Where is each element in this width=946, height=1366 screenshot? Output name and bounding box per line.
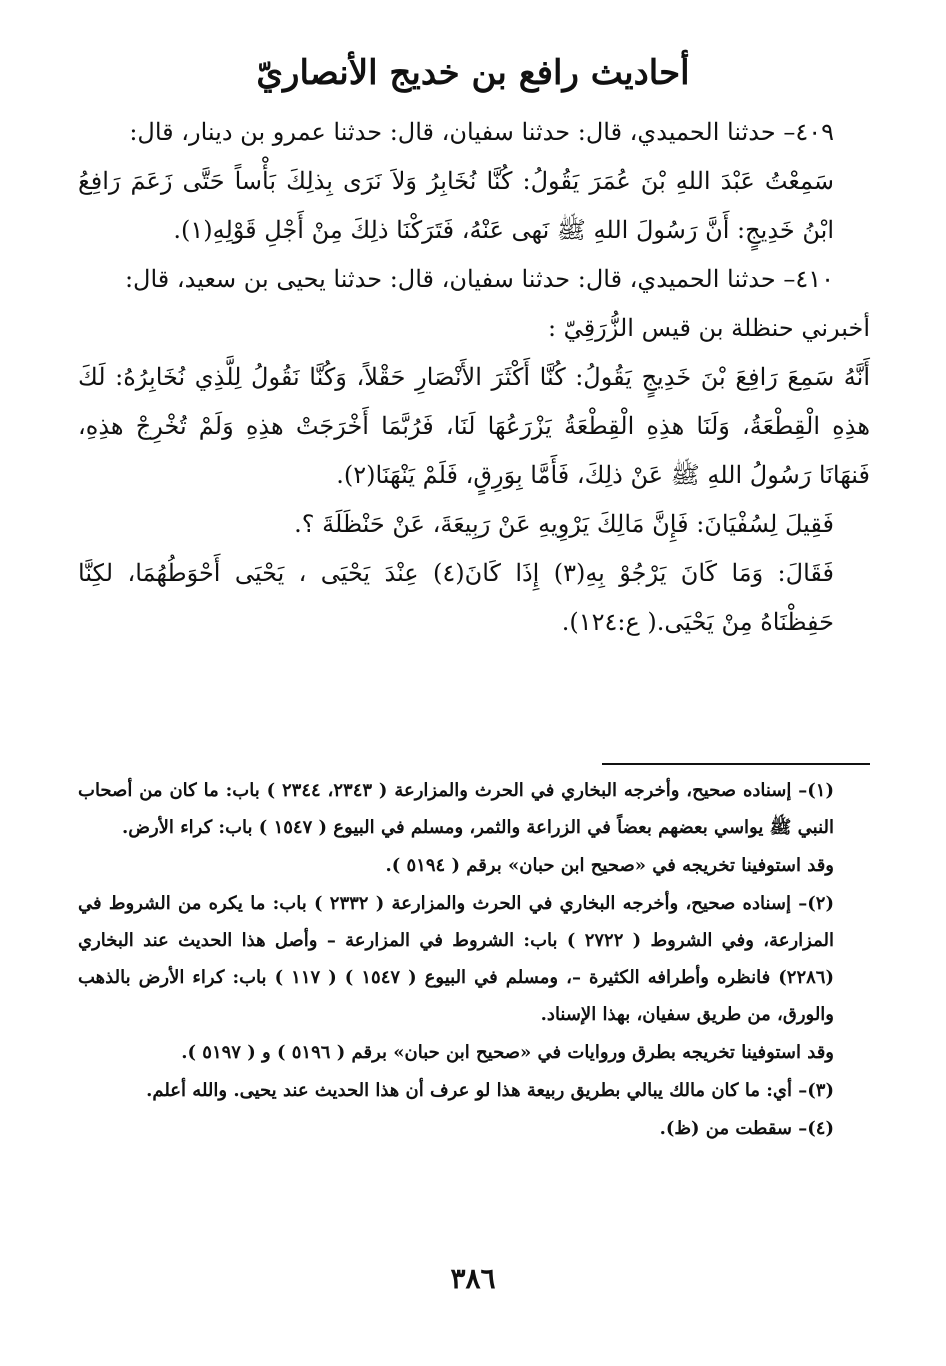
footnote-2-note: وقد استوفينا تخريجه بطرق وروايات في «صحيح ابن حبان» برقم ( ٥١٩٦ ) و ( ٥١٩٧ ).: [181, 1042, 834, 1063]
hadith-410-answer: فَقَالَ: وَمَا كَانَ يَرْجُوْ بِهِ(٣) إِذَا كَانَ(٤) عِنْدَ يَحْيَى ، يَحْيَى أَحْوَطُهُمَا، لكِنَّا حَفِظْنَاهُ مِنْ يَحْيَى.( ع:١٢٤).: [78, 559, 835, 636]
footnote-1-note: وقد استوفينا تخريجه في «صحيح ابن حبان» برقم ( ٥١٩٤ ).: [385, 855, 834, 876]
footnotes: [78, 772, 870, 1148]
footnote-separator: [602, 763, 870, 765]
hadith-410-isnad: ٤١٠– حدثنا الحميدي، قال: حدثنا سفيان، قال: حدثنا يحيى بن سعيد، قال:: [124, 265, 834, 293]
hadith-410-isnad-continued: أخبرني حنظلة بن قيس الزُّرَقِيّ :: [547, 314, 870, 342]
footnote-1: (١)– إسناده صحيح، وأخرجه البخاري في الحرث والمزارعة ( ٢٣٤٣، ٢٣٤٤ ) باب: ما كان من أصحاب النبي ﷺ يواسي بعضهم بعضاً في الزراعة والثمر، ومسلم في البيوع ( ١٥٤٧ ) باب: كراء الأرض.: [78, 780, 834, 838]
page-number: ٣٨٦: [450, 1262, 496, 1295]
page-title: أحاديث رافع بن خديج الأنصاريّ: [256, 53, 690, 93]
footnote-4: (٤)– سقطت من (ظ).: [659, 1118, 834, 1139]
footnote-3: (٣)– أي: ما كان مالك يبالي بطريق ربيعة هذا لو عرف أن هذا الحديث عند يحيى. والله أعلم.: [146, 1080, 834, 1101]
hadith-410-question: فَقِيلَ لِسُفْيَانَ: فَإِنَّ مَالِكَ يَرْوِيهِ عَنْ رَبِيعَةَ، عَنْ حَنْظَلَةَ ؟.: [294, 510, 834, 538]
hadith-409-isnad: ٤٠٩– حدثنا الحميدي، قال: حدثنا سفيان، قال: حدثنا عمرو بن دينار، قال:: [129, 118, 834, 146]
hadith-410-matn: أَنَّهُ سَمِعَ رَافِعَ بْنَ خَدِيجٍ يَقُولُ: كُنَّا أَكْثَرَ الأَنْصَارِ حَقْلاً، وَكُنَّا نَقُولُ لِلَّذِي نُخَابِرُهُ: لَكَ هذِهِ الْقِطْعَةُ، وَلَنَا هذِهِ الْقِطْعَةُ يَزْرَعُهَا لَنَا، فَرُبَّمَا أَخْرَجَتْ هذِهِ وَلَمْ تُخْرِجْ هذِهِ، فَنهَانَا رَسُولُ اللهِ ﷺ عَنْ ذلِكَ، فَأَمَّا بِوَرِقٍ، فَلَمْ يَنْهَنَا(٢).: [78, 363, 870, 489]
hadith-409-matn: سَمِعْتُ عَبْدَ اللهِ بْنَ عُمَرَ يَقُولُ: كُنَّا نُخَابِرُ وَلاَ نَرَى بِذلِكَ بَأْساً حَتَّى زَعَمَ رَافِعُ ابْنُ خَدِيجٍ: أَنَّ رَسُولَ اللهِ ﷺ نَهى عَنْهُ، فَتَرَكْنَا ذلِكَ مِنْ أَجْلِ قَوْلِهِ(١).: [78, 167, 834, 244]
footnote-2: (٢)– إسناده صحيح، وأخرجه البخاري في الحرث والمزارعة ( ٢٣٣٢ ) باب: ما يكره من الشروط في المزارعة، وفي الشروط ( ٢٧٢٢ ) باب: الشروط في المزارعة – وأصل هذا الحديث عند البخاري (٢٢٨٦) فانظره وأطرافه الكثيرة –، ومسلم في البيوع ( ١٥٤٧ ) ( ١١٧ ) باب: كراء الأرض بالذهب والورق، من طريق سفيان، بهذا الإسناد.: [78, 893, 834, 1025]
hadith-body: [78, 108, 870, 647]
